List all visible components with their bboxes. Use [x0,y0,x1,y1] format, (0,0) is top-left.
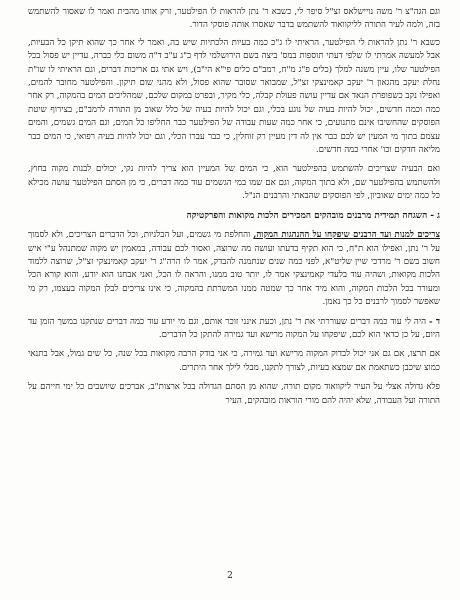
section-heading: ג - השגחה תמידית מרבנים מובהקים המכירים הלכות מקואות והפרקטיקה [186,210,440,221]
paragraph-5 [28,316,440,343]
paragraph-3: ואם הבעיה שצריכים להשתמש בהפילטער הוא, כי המים של המעיין הוא צריך להיות נקי, יכולים לבנות מקוה בחוץ, ולהשתמש בהפילטער שם, ולא בתוך המקוה, וגם אם שמו במי הגשמים עוד כמה דברים, כי מן הסתם הפילטער עושה מכילא כל כמה ימים שאוביון, לפי הפוסקים שהבאתי והרבנים הנ"ל. [28,164,440,202]
paragraph-5-lead: ד - [429,316,440,327]
paragraph-6: אם תרצו, אם גם אני יכול לבדוק המקוה מרישא ועד גמירה, כי אני בודק הרבה מקואות בכל שנה, כל שים גמול, אבל בתנאי כמוצ שיכבן כשתאמת אם שמצא בעיות, לצורך לתקנו, מבלי לילך אחר היתרים. [28,349,440,373]
paragraph-2: כשבא ר' נתן להראות לי הפילטער, הראיתי לו ג"כ כמה בעיות הלכתיות שיש בה, ואמר לי אחר כך שהוא תיקן כל הבעיות, אבל למעשה אמרתי לו שלפי דעתי תוספות במס' ביצה בשם הירושלמי לדף כ"ג ע"ב ד"ה משום כלי כברה, עדיין יש פסול בכל הפילטער שלו, עיין משנה למלך (כלים פ"ג מ"ח, רמב"ם כלים פי"א הי"ב), ויש אתי גם אריכות דברים, וגם הראיתי לו שו"ת נחלת יעקב מהגאון ר' יעקב קאמינצקי זצ"ל, שמבואר שסובר שהוא פסול, ולא מהני שום תיקון. והפילטער מחובר להמים, ואפילו נקב כשפופרת הנאד אם עדיין עושה פעולת קבלה, כלי מקיר, ובפרט במקום שלכם, שמהליכים המים בהמקוה, רק אחר כמה וכמה חדשים, יכול להיות בעיה של נוגע בכלי, וגם יכול להיות בעיה של כלל שאוב מן התורה לרמב"ם, בצירוף שיטת הפוסקים שהחשיבו אינם מתנועים, כי אחר כמה שעות עבודה של הפילטער כבר החליפו כל המים, וגם המים גשמים, והמים עצמם בתוך מי המעין יש לכם כבר אין לה דין מעיין רק זוחלין, כי כבר עברו הכלי, וגם יכול להיות בעיה רפואי, כי המים כבר מליאה חדקים וכו' אחרי כמה חדשים. [28,37,440,156]
document-body [28,6,440,414]
paragraph-4-text: והחלפת מי גשמים, ועל הבלניות, וכל הדברים הצריכים, ולא לסמוך על ר' נתן, ואפילו הוא ת"ח, כי הוא תקיף בדעתו ועושה מה שרוצה, ואסור לכם עבודה, במאמין יש מקוה שמתנהל ע"י איש חשוב בשם ר' מרדכי שיין שליט"א, לפני כמה שנים שנתמנה להבדק, אמר לו הרה"ג ר' יעקב קאמינצקי זצ"ל, שרוצה ללמוד הלכות מקואות, ושהיה עוד בלעדי קאמינצקי אמר לו, יותר טוב ממנו, והראה לו הכל, ואני אבחנו הוא יודע, והוא קורא הכל ומעורר בכל הלכות המקוה, והוא מיד אחר כך שמטה ממנו המשרתת בהמקוה, כי אינו צריכים לבלן המקוה בעצמו, רק מי שאפשר לסמוך לרבנים כל כך נאמן. [28,230,440,308]
paragraph-7: פלא גדולה אצלי על העיר ליקוואוד מקום תורה, שהוא מן הסתם הגדולה בכל ארצות"ב, אברכים שיושבים כל ימי חייהם על התורה ועל העבודה, שלא יהיה להם מורי הוראות מובהקים, העיר [28,382,440,406]
paragraph-4 [28,229,440,309]
paragraph-4-lead: צריכים למנות ועד הרבנים שיפקחו על ההנהגות המקוה, [253,230,440,241]
paragraph-5-text: היה לי עוד כמה דברים שעוררתי את ר' נתן, וכעת אינני זוכר אותם, וגם מי יודע עוד כמה דברים שנתקנו במשך הזמן עד היום, על כן כדאי הוא לכם, שיפקחו על המקוה מרישא ועד גמירה להתקן כל הדברים. [28,316,440,340]
paragraph-1: וגם הגה"צ ר' משה נויישלאס זצ"ל סיפר לי, כשבא ר' נתן להראות לו הפילטער, זרק אותו מהבית ואמר לו שאסור להשתמש בזה, ולמה לעיר התורה לליקוואוד להשתמש בדבר שאסרו אותה פוסקי הדור. [28,7,440,31]
page-number: 2 [227,571,233,581]
